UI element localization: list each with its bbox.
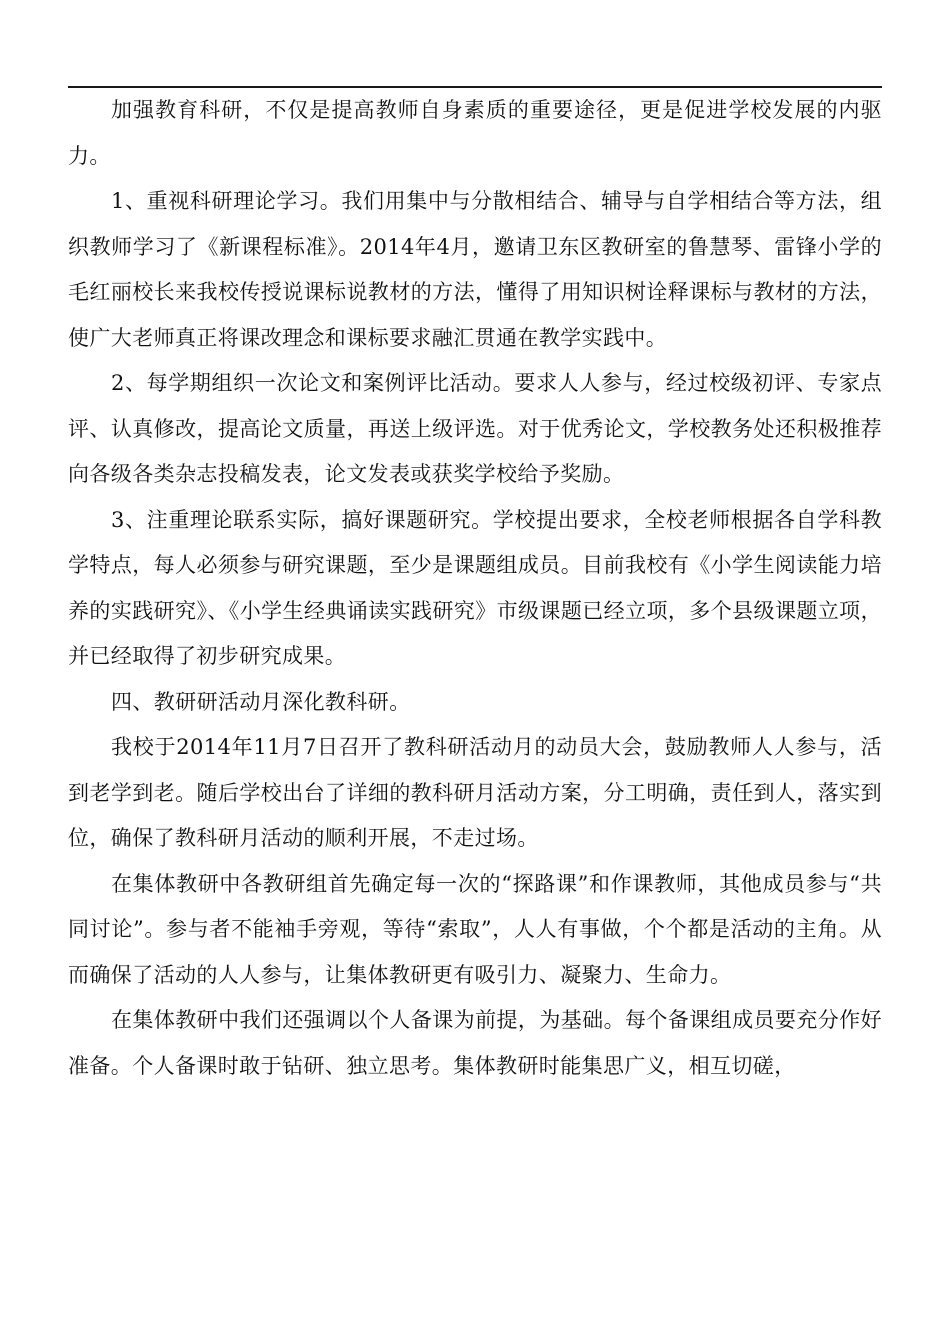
paragraph-research-topics: 3、注重理论联系实际，搞好课题研究。学校提出要求，全校老师根据各自学科教学特点，每人必须参与研究课题，至少是课题组成员。目前我校有《小学生阅读能力培养的实践研究》、《小学生经典诵读实践研究》市级课题已经立项，多个县级课题立项，并已经取得了初步研究成果。 xyxy=(68,507,882,668)
paragraph-lesson-prep: 在集体教研中我们还强调以个人备课为前提，为基础。每个备课组成员要充分作好准备。个人备课时敢于钻研、独立思考。集体教研时能集思广义，相互切磋， xyxy=(68,1008,882,1078)
section-heading-research-month: 四、教研研活动月深化教科研。 xyxy=(111,689,411,714)
paragraph-theory-study: 1、重视科研理论学习。我们用集中与分散相结合、辅导与自学相结合等方法，组织教师学习了《新课程标准》。2014年4月，邀请卫东区教研室的鲁慧琴、雷锋小学的毛红丽校长来我校传授说课标说教材的方法，懂得了用知识树诠释课标与教材的方法，使广大老师真正将课改理念和课标要求融汇贯通在教学实践中。 xyxy=(68,189,882,350)
paragraph-group-research: 在集体教研中各教研组首先确定每一次的“探路课”和作课教师，其他成员参与“共同讨论”。参与者不能袖手旁观，等待“索取”，人人有事做，个个都是活动的主角。从而确保了活动的人人参与，让集体教研更有吸引力、凝聚力、生命力。 xyxy=(68,871,882,987)
paragraph-kickoff-meeting: 我校于2014年11月7日召开了教科研活动月的动员大会，鼓励教师人人参与，活到老学到老。随后学校出台了详细的教科研月活动方案，分工明确，责任到人，落实到位，确保了教科研月活动的顺利开展，不走过场。 xyxy=(68,735,882,850)
document-body xyxy=(68,88,882,1089)
paragraph-paper-contest: 2、每学期组织一次论文和案例评比活动。要求人人参与，经过校级初评、专家点评、认真修改，提高论文质量，再送上级评选。对于优秀论文，学校教务处还积极推荐向各级各类杂志投稿发表，论文发表或获奖学校给予奖励。 xyxy=(68,371,882,486)
paragraph-intro: 加强教育科研，不仅是提高教师自身素质的重要途径，更是促进学校发展的内驱力。 xyxy=(68,98,882,168)
